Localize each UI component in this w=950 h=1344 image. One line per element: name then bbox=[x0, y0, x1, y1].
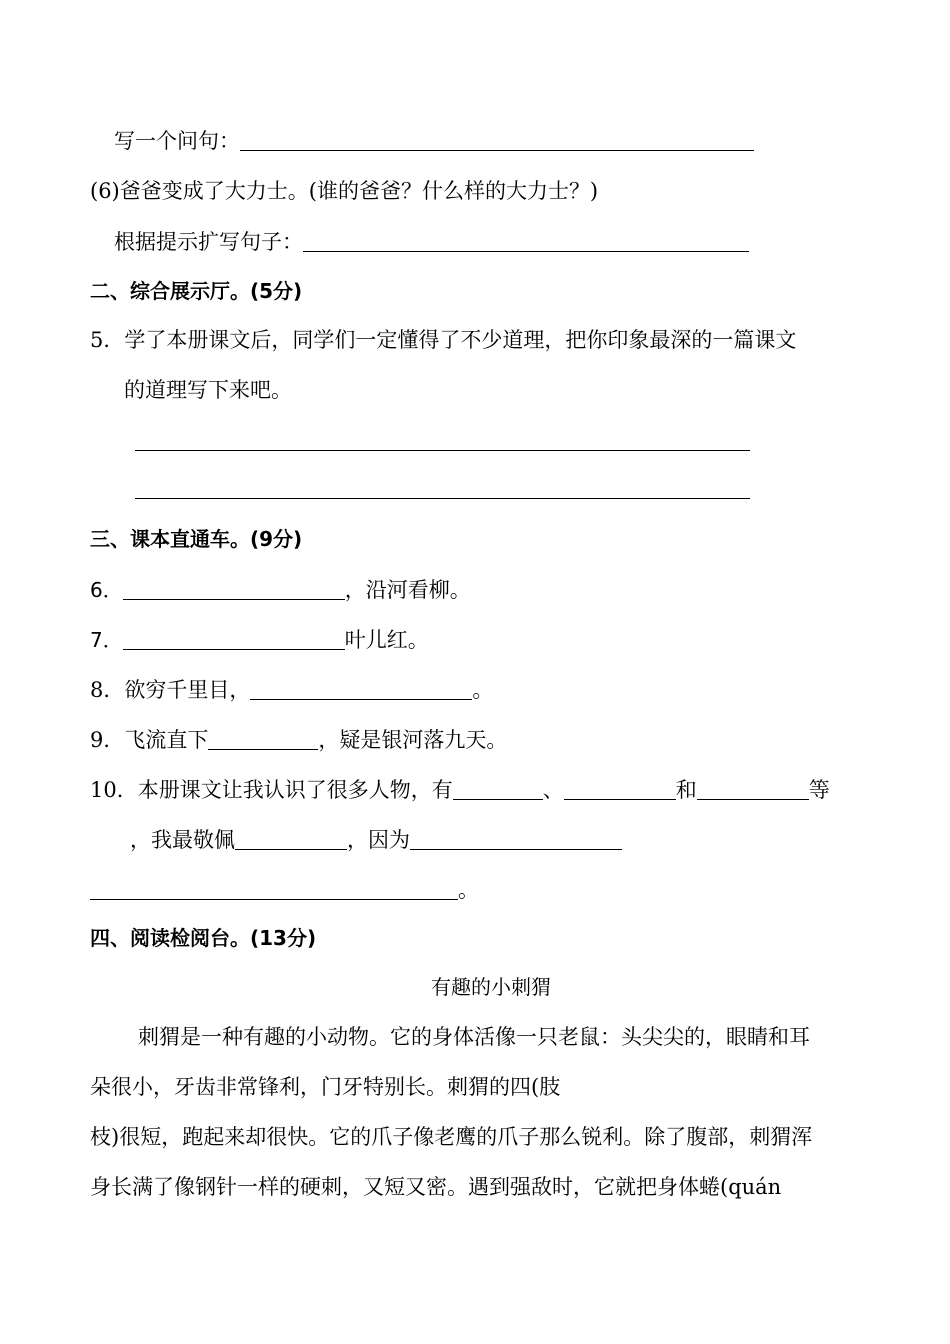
expand-prompt-label: 根据提示扩写句子： bbox=[114, 230, 303, 254]
question-10-line-1 bbox=[90, 779, 830, 801]
expand-answer-blank[interactable] bbox=[303, 231, 749, 252]
question-10-text: 10．本册课文让我认识了很多人物，有 bbox=[90, 778, 453, 802]
question-7-number: 7． bbox=[90, 628, 123, 652]
question-10-because-blank[interactable] bbox=[410, 829, 622, 850]
question-10-line-3 bbox=[90, 879, 479, 901]
question-8-blank[interactable] bbox=[250, 679, 472, 700]
passage-line-1: 刺猬是一种有趣的小动物。它的身体活像一只老鼠：头尖尖的，眼睛和耳 bbox=[138, 1025, 810, 1049]
question-9-end: ，疑是银河落九天。 bbox=[318, 728, 508, 752]
question-8-text: 8．欲穷千里目， bbox=[90, 678, 251, 702]
section-3-heading: 三、课本直通车。(9分) bbox=[90, 527, 303, 551]
question-10-line-3-end: 。 bbox=[458, 878, 479, 902]
question-10-because-label: ，因为 bbox=[347, 828, 410, 852]
question-9-blank[interactable] bbox=[208, 729, 318, 750]
question-7-text: 叶儿红。 bbox=[344, 628, 429, 652]
question-10-line-2 bbox=[130, 829, 622, 851]
question-7-blank[interactable] bbox=[123, 629, 345, 650]
passage-line-2: 朵很小，牙齿非常锋利，门牙特别长。刺猬的四(肢 bbox=[90, 1075, 561, 1099]
answer-line-2[interactable] bbox=[135, 498, 750, 499]
question-prompt-label: 写一个问句： bbox=[114, 129, 240, 153]
question-5-line-1: 5．学了本册课文后，同学们一定懂得了不少道理，把你印象最深的一篇课文 bbox=[90, 328, 797, 352]
question-5-line-2: 的道理写下来吧。 bbox=[124, 378, 292, 402]
question-9-text: 9．飞流直下 bbox=[90, 728, 209, 752]
question-10-blank-2[interactable] bbox=[564, 779, 676, 800]
passage-line-3: 枝)很短，跑起来却很快。它的爪子像老鹰的爪子那么锐利。除了腹部，刺猬浑 bbox=[90, 1125, 813, 1149]
question-7 bbox=[90, 629, 429, 651]
question-10-sep-1: 、 bbox=[542, 778, 564, 802]
question-10-blank-1[interactable] bbox=[453, 779, 543, 800]
passage-title: 有趣的小刺猬 bbox=[431, 975, 551, 999]
item-6-prompt-line bbox=[114, 231, 749, 253]
item-6-text: (6)爸爸变成了大力士。(谁的爸爸？什么样的大力士？) bbox=[90, 179, 599, 203]
question-10-sep-2: 和 bbox=[675, 778, 697, 802]
question-8 bbox=[90, 679, 493, 701]
question-9 bbox=[90, 729, 507, 751]
passage-line-4: 身长满了像钢针一样的硬刺，又短又密。遇到强敌时，它就把身体蜷(quán bbox=[90, 1175, 782, 1199]
section-4-heading: 四、阅读检阅台。(13分) bbox=[90, 926, 317, 950]
question-10-end: 等 bbox=[808, 778, 830, 802]
question-10-reason-blank[interactable] bbox=[90, 879, 458, 900]
question-answer-blank[interactable] bbox=[240, 130, 754, 151]
question-6-text: ，沿河看柳。 bbox=[344, 578, 471, 602]
question-6 bbox=[90, 579, 471, 601]
question-10-blank-3[interactable] bbox=[697, 779, 809, 800]
section-2-heading: 二、综合展示厅。(5分) bbox=[90, 279, 303, 303]
question-6-blank[interactable] bbox=[123, 579, 345, 600]
question-8-end: 。 bbox=[472, 678, 494, 702]
question-6-number: 6． bbox=[90, 578, 123, 602]
answer-line-1[interactable] bbox=[135, 450, 750, 451]
question-10-admire-label: ，我最敬佩 bbox=[130, 828, 235, 852]
question-prompt-line bbox=[114, 130, 754, 152]
question-10-admire-blank[interactable] bbox=[235, 829, 347, 850]
